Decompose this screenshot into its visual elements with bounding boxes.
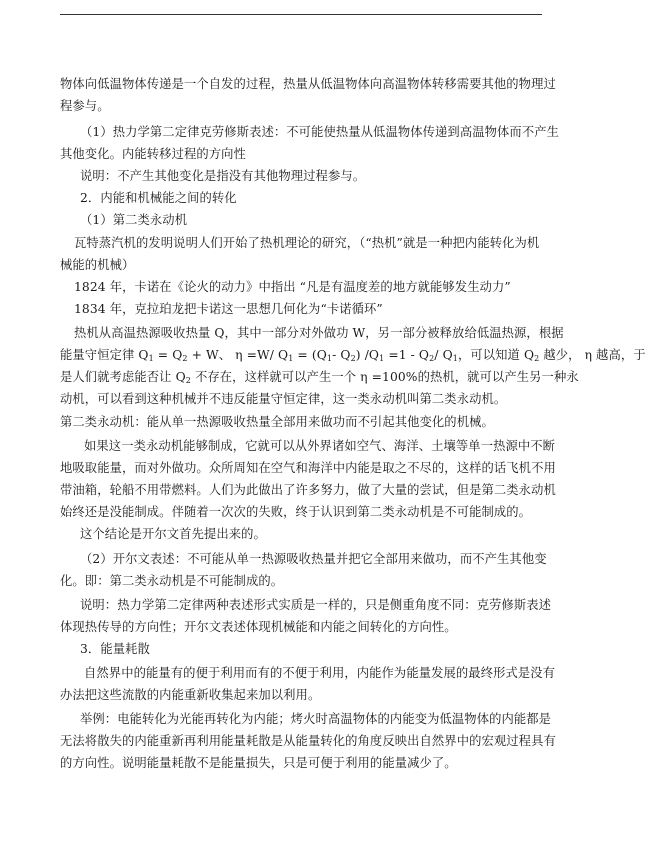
paragraph-line: 热机从高温热源吸收热量 Q，其中一部分对外做功 W，另一部分被释放给低温热源，根据	[74, 326, 564, 340]
paragraph-line: 自然界中的能量有的便于利用而有的不便于利用，内能作为能量发展的最终形式是没有	[84, 666, 556, 680]
paragraph-line: 带油箱，轮船不用带燃料。人们为此做出了许多努力，做了大量的尝试，但是第二类永动机	[60, 483, 556, 497]
paragraph-line: 如果这一类永动机能够制成，它就可以从外界诸如空气、海洋、土壤等单一热源中不断	[84, 439, 556, 453]
section-heading: 2．内能和机械能之间的转化	[80, 191, 237, 205]
paragraph-line: 的方向性。说明能量耗散不是能量损失，只是可便于利用的能量减少了。	[60, 756, 457, 770]
paragraph-line: 举例：电能转化为光能再转化为内能；烤火时高温物体的内能变为低温物体的内能都是	[80, 712, 552, 726]
section-heading: 3．能量耗散	[80, 642, 150, 656]
paragraph-line: 动机，可以看到这种机械并不违反能量守恒定律，这一类永动机叫第二类永动机。	[60, 392, 507, 406]
paragraph-line: 办法把这些流散的内能重新收集起来加以利用。	[60, 688, 321, 702]
paragraph-line: 瓦特蒸汽机的发明说明人们开始了热机理论的研究，（“热机”就是一种把内能转化为机	[74, 236, 540, 250]
subsection-heading: （1）第二类永动机	[80, 213, 188, 227]
paragraph-line: 无法将散失的内能重新再利用能量耗散是从能量转化的角度反映出自然界中的宏观过程具有	[60, 734, 556, 748]
paragraph-line: 体现热传导的方向性；开尔文表述体现机械能和内能之间转化的方向性。	[60, 620, 457, 634]
paragraph-line: 说明：不产生其他变化是指没有其他物理过程参与。	[80, 169, 366, 183]
paragraph-line: 地吸取能量，而对外做功。众所周知在空气和海洋中内能是取之不尽的，这样的话飞机不用	[60, 461, 556, 475]
paragraph-line: 1824 年，卡诺在《论火的动力》中指出 “凡是有温度差的地方就能够发生动力”	[74, 280, 511, 294]
paragraph-line: （1）热力学第二定律克劳修斯表述：不可能使热量从低温物体传递到高温物体而不产生	[80, 125, 560, 139]
formula-line: 能量守恒定律 $Q_1 = Q_2 + W$、 η =W/ $Q_1 = (Q_1-$ $Q_2$) $/Q_1 =1 - Q_2/$ $Q_1$，可以知道 $Q_2$ 越少， η 越高，于	[60, 348, 646, 363]
paragraph-line: 物体向低温物体传递是一个自发的过程，热量从低温物体向高温物体转移需要其他的物理过	[60, 77, 556, 91]
formula-line: 是人们就考虑能否让 $Q_2$ 不存在，这样就可以产生一个 η =100%的热机，就可以产生另一种永	[60, 370, 579, 385]
paragraph-line: （2）开尔文表述：不可能从单一热源吸收热量并把它全部用来做功，而不产生其他变	[80, 552, 547, 566]
definition-line: 第二类永动机：能从单一热源吸收热量全部用来做功而不引起其他变化的机械。	[60, 415, 494, 429]
paragraph-line: 始终还是没能制成。伴随着一次次的失败，终于认识到第二类永动机是不可能制成的。	[60, 505, 532, 519]
paragraph-line: 械能的机械）	[60, 258, 135, 272]
paragraph-line: 1834 年，克拉珀龙把卡诺这一思想几何化为“卡诺循环”	[74, 302, 383, 316]
paragraph-line: 说明：热力学第二定律两种表述形式实质是一样的，只是侧重角度不同：克劳修斯表述	[80, 598, 552, 612]
paragraph-line: 化。即：第二类永动机是不可能制成的。	[60, 574, 284, 588]
header-rule	[60, 14, 542, 15]
paragraph-line: 这个结论是开尔文首先提出来的。	[80, 527, 266, 541]
paragraph-line: 程参与。	[60, 99, 110, 113]
paragraph-line: 其他变化。内能转移过程的方向性	[60, 147, 246, 161]
